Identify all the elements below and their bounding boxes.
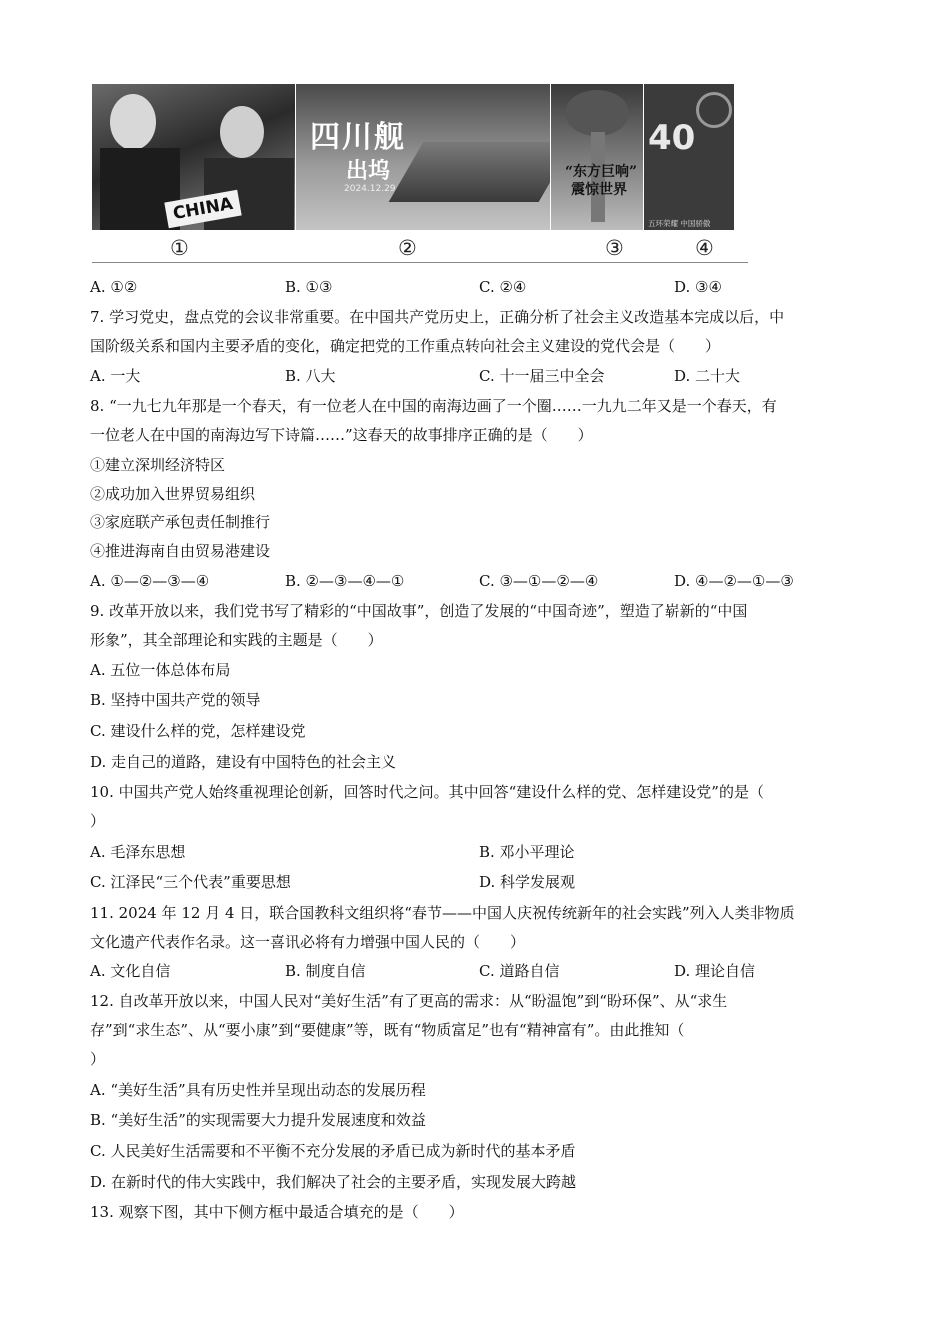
q11-option-c: C. 道路自信 — [479, 962, 560, 980]
q8-item-4: ④推进海南自由贸易港建设 — [90, 542, 271, 560]
q10-option-c: C. 江泽民“三个代表”重要思想 — [90, 873, 291, 891]
q11-option-b: B. 制度自信 — [285, 962, 366, 980]
q10-option-a: A. 毛泽东思想 — [90, 843, 186, 861]
q12-option-d: D. 在新时代的伟大实践中，我们解决了社会的主要矛盾，实现发展大跨越 — [90, 1173, 577, 1191]
figure-label-2: ② — [398, 236, 417, 260]
q7-option-d: D. 二十大 — [674, 367, 741, 385]
q8-item-2: ②成功加入世界贸易组织 — [90, 485, 256, 503]
q8-option-d: D. ④—②—①—③ — [674, 572, 794, 590]
figure-strip — [92, 84, 748, 262]
ship-date: 2024.12.29 — [344, 184, 396, 194]
q12-stem-line-3: ） — [90, 1050, 106, 1068]
photo-nuclear-test — [551, 84, 643, 230]
q8-item-3: ③家庭联产承包责任制推行 — [90, 513, 271, 531]
q10-option-d: D. 科学发展观 — [479, 873, 576, 891]
q8-option-b: B. ②—③—④—① — [285, 572, 405, 590]
photo-sichuan-ship — [296, 84, 550, 230]
q7-stem-line-2: 国阶级关系和国内主要矛盾的变化，确定把党的工作重点转向社会主义建设的党代会是（ ） — [90, 337, 721, 355]
q7-option-b: B. 八大 — [285, 367, 336, 385]
q7-option-a: A. 一大 — [90, 367, 141, 385]
q9-option-c: C. 建设什么样的党，怎样建设党 — [90, 722, 306, 740]
q9-option-d: D. 走自己的道路，建设有中国特色的社会主义 — [90, 753, 397, 771]
q12-stem-line-2: 存”到“求生态”、从“要小康”到“要健康”等，既有“物质富足”也有“精神富有”。由此推知（ — [90, 1021, 685, 1039]
q12-option-c: C. 人民美好生活需要和不平衡不充分发展的矛盾已成为新时代的基本矛盾 — [90, 1142, 576, 1160]
figure-label-3: ③ — [605, 236, 624, 260]
q6-option-b: B. ①③ — [285, 278, 333, 296]
q9-stem-line-2: 形象”，其全部理论和实践的主题是（ ） — [90, 631, 383, 649]
nuclear-text-2: 震惊世界 — [571, 182, 627, 198]
q10-option-b: B. 邓小平理论 — [479, 843, 575, 861]
china-sign: CHINA — [164, 190, 241, 228]
q10-stem-line-1: 10. 中国共产党人始终重视理论创新，回答时代之问。其中回答“建设什么样的党、怎样建设党”的是（ — [90, 783, 764, 801]
q6-option-a: A. ①② — [90, 278, 138, 296]
q11-option-d: D. 理论自信 — [674, 962, 756, 980]
q12-option-b: B. “美好生活”的实现需要大力提升发展速度和效益 — [90, 1111, 426, 1129]
q8-stem-line-1: 8. “一九七九年那是一个春天，有一位老人在中国的南海边画了一个圈……一九九二年又是一个春天，有 — [90, 397, 777, 415]
figure-label-1: ① — [170, 236, 189, 260]
ship-subtitle: 出坞 — [346, 158, 391, 184]
photo-olympic-poster — [644, 84, 734, 230]
poster-footer: 五环荣耀 中国骄傲 — [648, 219, 711, 228]
q12-stem-line-1: 12. 自改革开放以来，中国人民对“美好生活”有了更高的需求：从“盼温饱”到“盼环保”、从“求生 — [90, 992, 728, 1010]
q8-option-c: C. ③—①—②—④ — [479, 572, 599, 590]
q11-stem-line-2: 文化遗产代表作名录。这一喜讯必将有力增强中国人民的（ ） — [90, 933, 526, 951]
q11-stem-line-1: 11. 2024 年 12 月 4 日，联合国教科文组织将“春节——中国人庆祝传统新年的社会实践”列入人类非物质 — [90, 904, 795, 922]
q6-option-d: D. ③④ — [674, 278, 722, 296]
q10-stem-line-2: ） — [90, 812, 106, 830]
q9-option-a: A. 五位一体总体布局 — [90, 661, 231, 679]
q7-stem-line-1: 7. 学习党史，盘点党的会议非常重要。在中国共产党历史上，正确分析了社会主义改造基本完成以后，中 — [90, 308, 785, 326]
q6-option-c: C. ②④ — [479, 278, 527, 296]
ship-title: 四川舰 — [310, 120, 406, 155]
photo-un-delegation — [92, 84, 295, 230]
q13-stem-line-1: 13. 观察下图，其中下侧方框中最适合填充的是（ ） — [90, 1203, 464, 1221]
figure-label-4: ④ — [695, 236, 714, 260]
q8-stem-line-2: 一位老人在中国的南海边写下诗篇……”这春天的故事排序正确的是（ ） — [90, 426, 593, 444]
q8-option-a: A. ①—②—③—④ — [90, 572, 210, 590]
q11-option-a: A. 文化自信 — [90, 962, 171, 980]
figure-underline — [92, 262, 748, 263]
q8-item-1: ①建立深圳经济特区 — [90, 456, 226, 474]
poster-number: 40 — [648, 118, 696, 158]
q9-stem-line-1: 9. 改革开放以来，我们党书写了精彩的“中国故事”，创造了发展的“中国奇迹”，塑造了崭新的“中国 — [90, 602, 748, 620]
q12-option-a: A. “美好生活”具有历史性并呈现出动态的发展历程 — [90, 1081, 426, 1099]
q9-option-b: B. 坚持中国共产党的领导 — [90, 691, 261, 709]
nuclear-text-1: “东方巨响” — [565, 164, 638, 180]
q7-option-c: C. 十一届三中全会 — [479, 367, 605, 385]
